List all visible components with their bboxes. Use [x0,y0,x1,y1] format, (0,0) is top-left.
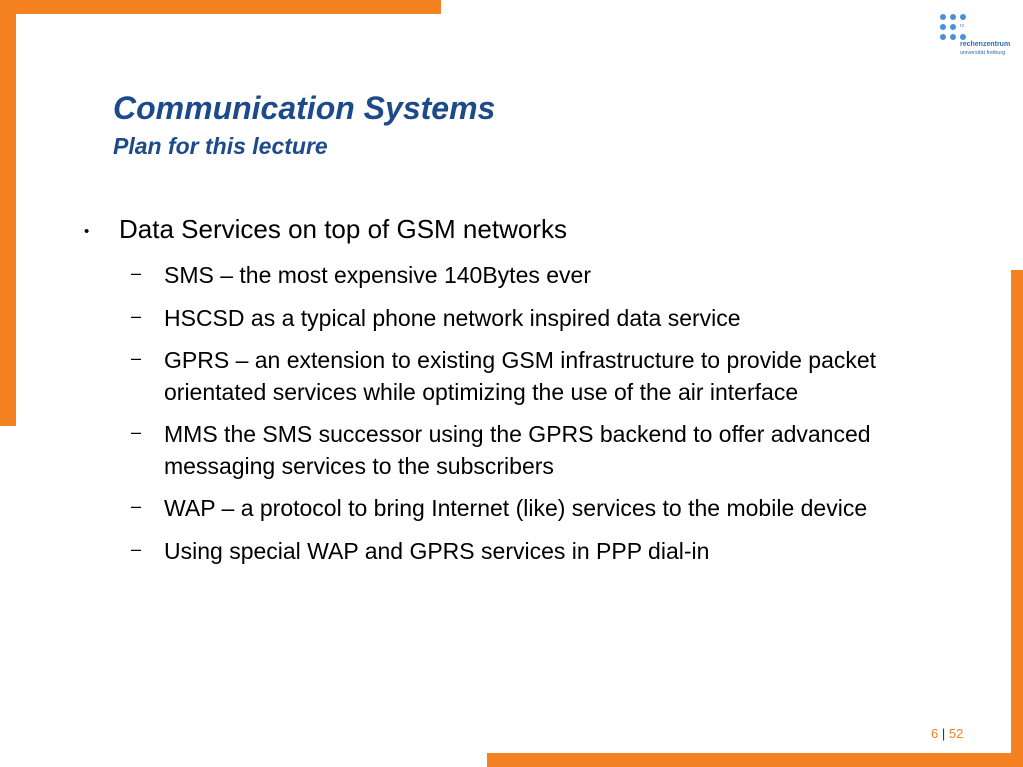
slide-title: Communication Systems [113,90,496,126]
frame-right-bar [1011,270,1023,767]
list-item [131,303,951,335]
dash-icon: – [131,305,142,326]
bullet-dot-icon: • [84,223,90,240]
dash-icon: – [131,348,142,368]
main-bullet-text: Data Services on top of GSM networks [119,214,567,244]
list-item [131,260,951,292]
rechenzentrum-logo [940,14,1020,64]
page-total: 52 [948,726,964,741]
page-number [931,726,963,741]
list-item [131,493,951,525]
list-item [131,345,951,408]
dash-icon: – [131,538,142,559]
sub-bullet-text: Using special WAP and GPRS services in PPP dial-in [164,537,710,564]
sub-bullet-text: WAP – a protocol to bring Internet (like) services to the mobile device [164,495,868,521]
sub-bullet-text: SMS – the most expensive 140Bytes ever [164,262,591,288]
logo-line2: universität freiburg [960,50,1006,56]
frame-top-bar [0,0,441,14]
frame-bottom-bar [487,753,1023,767]
dash-icon: – [131,496,142,516]
sub-bullet-text: HSCSD as a typical phone network inspired data service [164,304,741,331]
list-item [131,536,951,568]
page-separator: | [941,726,946,741]
sub-bullet-list [131,260,951,578]
list-item [131,419,951,482]
dash-icon: – [131,422,142,442]
logo-line1: rechenzentrum [960,41,1011,48]
dash-icon: – [131,263,142,283]
sub-bullet-text: GPRS – an extension to existing GSM infrastructure to provide packet orientated services while optimizing the use of the air interface [164,347,877,405]
logo-mark-text: rz [960,23,965,29]
sub-bullet-text: MMS the SMS successor using the GPRS backend to offer advanced messaging services to the subscribers [164,421,871,479]
page-current: 6 [931,726,939,741]
frame-left-bar [0,0,16,426]
slide-subtitle: Plan for this lecture [113,133,328,159]
